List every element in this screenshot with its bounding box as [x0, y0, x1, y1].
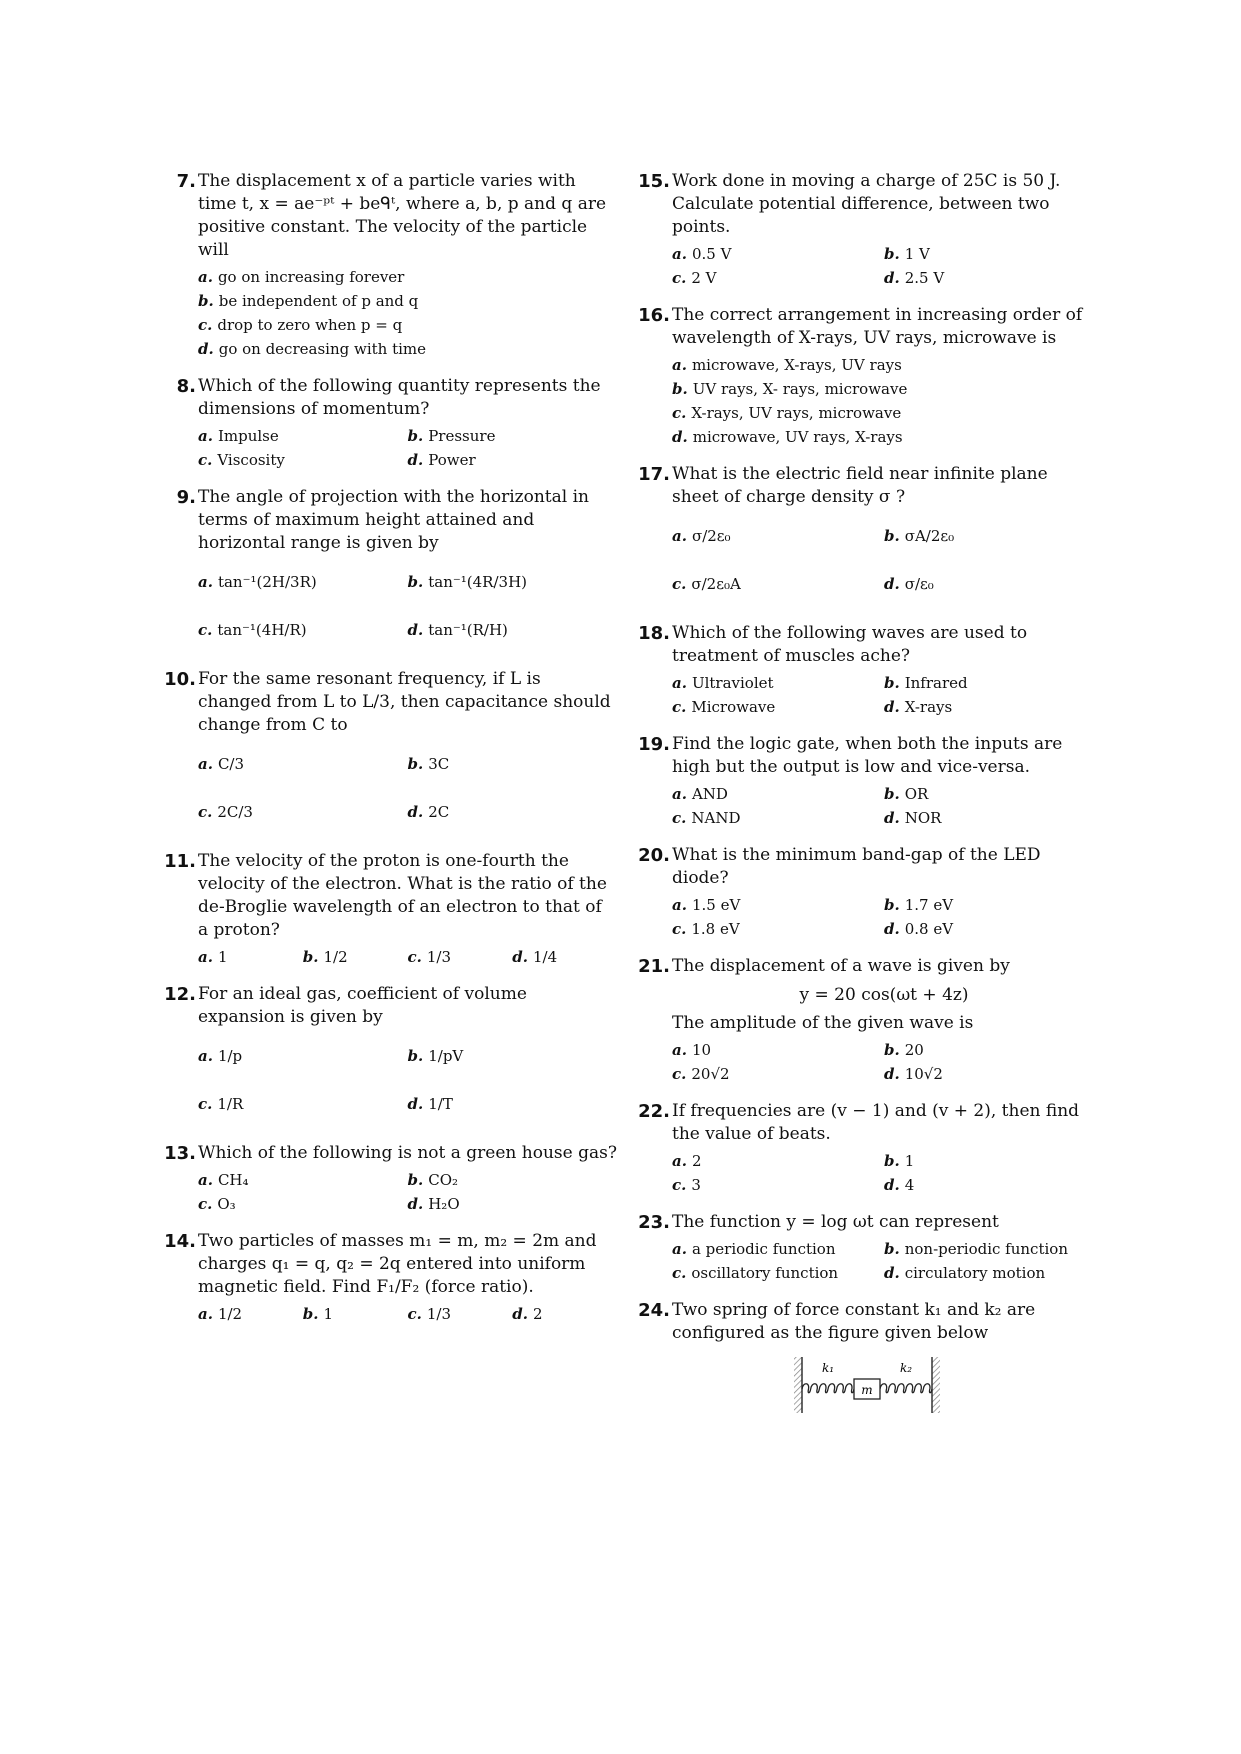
option-label: c. [198, 1095, 213, 1113]
right-wall [932, 1357, 940, 1413]
option-text: Viscosity [217, 451, 285, 469]
option-label: c. [672, 269, 687, 287]
answer-option[interactable] [512, 945, 617, 969]
question-text: Two particles of masses m₁ = m, m₂ = 2m and charges q₁ = q, q₂ = 2q entered into uniform magnetic field. Find F₁/F₂ (force ratio). [198, 1231, 597, 1297]
answer-option[interactable] [198, 1032, 408, 1080]
answer-option[interactable] [408, 606, 618, 654]
option-text: UV rays, X- rays, microwave [692, 380, 908, 398]
question-number: 9. [176, 487, 196, 508]
option-label: b. [884, 527, 900, 545]
question-text: What is the electric field near infinite plane sheet of charge density σ ? [672, 464, 1048, 507]
option-label: a. [672, 1152, 687, 1170]
question-text: Two spring of force constant k₁ and k₂ are configured as the figure given below [672, 1300, 1036, 1343]
options-list [672, 1038, 1096, 1086]
answer-option[interactable] [198, 337, 617, 361]
option-text: 1.8 eV [691, 920, 740, 938]
answer-option[interactable] [408, 1302, 513, 1326]
answer-option[interactable] [198, 313, 617, 337]
options-list [672, 353, 1096, 449]
answer-option[interactable] [198, 1080, 408, 1128]
option-label: d. [884, 269, 900, 287]
option-label: b. [884, 896, 900, 914]
answer-option[interactable] [408, 424, 618, 448]
answer-option[interactable] [884, 1149, 1096, 1173]
option-text: 20 [904, 1041, 924, 1059]
answer-option[interactable] [198, 1168, 408, 1192]
spring-k1 [802, 1384, 854, 1393]
answer-option[interactable] [884, 695, 1096, 719]
option-label: d. [512, 948, 528, 966]
option-text: be independent of p and q [218, 292, 419, 310]
answer-option[interactable] [408, 1168, 618, 1192]
question-item [162, 983, 617, 1128]
option-text: 2 V [691, 269, 717, 287]
answer-option[interactable] [884, 1261, 1096, 1285]
left-question-column [162, 170, 617, 1340]
option-label: d. [884, 920, 900, 938]
answer-option[interactable] [198, 424, 408, 448]
option-label: a. [672, 896, 687, 914]
question-item [636, 304, 1096, 449]
answer-option[interactable] [408, 1032, 618, 1080]
option-label: c. [672, 698, 687, 716]
option-label: b. [198, 292, 214, 310]
answer-option[interactable] [672, 377, 1096, 401]
option-label: b. [884, 674, 900, 692]
question-item [162, 850, 617, 969]
option-label: b. [672, 380, 688, 398]
question-item [636, 955, 1096, 1086]
question-item [636, 1100, 1096, 1197]
answer-option[interactable] [672, 806, 884, 830]
option-label: b. [884, 245, 900, 263]
options-list [672, 1237, 1096, 1285]
option-label: c. [672, 1065, 687, 1083]
option-label: c. [198, 803, 213, 821]
question-number: 22. [638, 1101, 670, 1122]
answer-option[interactable] [198, 1192, 408, 1216]
spring-k2-label: k₂ [899, 1361, 913, 1375]
option-text: circulatory motion [904, 1264, 1046, 1282]
answer-option[interactable] [884, 782, 1096, 806]
option-label: c. [672, 920, 687, 938]
option-text: σ/2ε₀ [691, 527, 731, 545]
option-text: O₃ [217, 1195, 236, 1213]
option-text: microwave, X-rays, UV rays [691, 356, 902, 374]
option-text: σA/2ε₀ [904, 527, 955, 545]
question-number: 17. [638, 464, 670, 485]
option-label: a. [198, 948, 213, 966]
answer-option[interactable] [408, 945, 513, 969]
option-text: 0.5 V [691, 245, 732, 263]
question-number: 16. [638, 305, 670, 326]
option-label: d. [672, 428, 688, 446]
question-text: The function y = log ωt can represent [672, 1212, 999, 1232]
question-text: For the same resonant frequency, if L is changed from L to L/3, then capacitance should change from C to [198, 669, 611, 735]
option-text: 1.5 eV [691, 896, 741, 914]
question-item [162, 170, 617, 361]
answer-option[interactable] [512, 1302, 617, 1326]
answer-option[interactable] [884, 266, 1096, 290]
question-item [636, 463, 1096, 608]
option-label: a. [672, 245, 687, 263]
option-text: X-rays [904, 698, 953, 716]
option-label: a. [198, 1171, 213, 1189]
option-label: a. [198, 427, 213, 445]
option-text: tan⁻¹(2H/3R) [217, 573, 317, 591]
question-number: 23. [638, 1212, 670, 1233]
option-text: 10√2 [904, 1065, 943, 1083]
option-label: c. [672, 1264, 687, 1282]
option-label: c. [407, 948, 422, 966]
option-text: 2C/3 [217, 803, 253, 821]
spring-k2 [880, 1384, 932, 1393]
option-text: NAND [691, 809, 741, 827]
question-number: 8. [176, 376, 196, 397]
option-text: tan⁻¹(R/H) [428, 621, 508, 639]
option-label: c. [672, 575, 687, 593]
option-label: c. [198, 621, 213, 639]
option-text: AND [691, 785, 728, 803]
option-label: a. [672, 785, 687, 803]
question-number: 18. [638, 623, 670, 644]
question-text: For an ideal gas, coefficient of volume expansion is given by [198, 984, 527, 1027]
option-label: b. [407, 427, 424, 445]
answer-option[interactable] [884, 671, 1096, 695]
answer-option[interactable] [198, 558, 408, 606]
option-text: tan⁻¹(4R/3H) [428, 573, 528, 591]
option-text: Microwave [691, 698, 776, 716]
answer-option[interactable] [408, 1192, 618, 1216]
question-text: Work done in moving a charge of 25C is 50 J. Calculate potential difference, between two points. [672, 171, 1061, 237]
answer-option[interactable] [672, 1261, 884, 1285]
question-item [636, 1211, 1096, 1285]
answer-option[interactable] [884, 917, 1096, 941]
option-text: CO₂ [428, 1171, 459, 1189]
answer-option[interactable] [884, 893, 1096, 917]
answer-option[interactable] [884, 1173, 1096, 1197]
option-text: drop to zero when p = q [217, 316, 403, 334]
option-text: 2C [428, 803, 450, 821]
option-text: 1/pV [428, 1047, 464, 1065]
options-list [672, 893, 1096, 941]
option-text: 3 [691, 1176, 701, 1194]
answer-option[interactable] [198, 606, 408, 654]
answer-option[interactable] [672, 671, 884, 695]
question-item [636, 622, 1096, 719]
options-list [672, 1149, 1096, 1197]
option-text: σ/2ε₀A [691, 575, 741, 593]
question-number: 14. [164, 1231, 196, 1252]
option-text: CH₄ [217, 1171, 249, 1189]
answer-option[interactable] [884, 1038, 1096, 1062]
question-text: Which of the following quantity represents the dimensions of momentum? [198, 376, 601, 419]
option-text: X-rays, UV rays, microwave [691, 404, 902, 422]
question-item [636, 733, 1096, 830]
left-wall [794, 1357, 802, 1413]
question-text: The angle of projection with the horizontal in terms of maximum height attained and horizontal range is given by [198, 487, 589, 553]
option-label: d. [884, 1264, 900, 1282]
answer-option[interactable] [884, 512, 1096, 560]
answer-option[interactable] [408, 558, 618, 606]
question-number: 13. [164, 1143, 196, 1164]
option-label: c. [672, 1176, 687, 1194]
option-label: d. [884, 1176, 900, 1194]
options-list [198, 265, 617, 361]
option-label: a. [198, 573, 213, 591]
option-text: σ/ε₀ [904, 575, 934, 593]
options-list [672, 242, 1096, 290]
option-text: 0.8 eV [904, 920, 954, 938]
question-number: 21. [638, 956, 670, 977]
answer-option[interactable] [198, 289, 617, 313]
option-label: b. [407, 1171, 424, 1189]
options-list [198, 1302, 617, 1326]
answer-option[interactable] [884, 806, 1096, 830]
question-text: The correct arrangement in increasing order of wavelength of X-rays, UV rays, microwave is [672, 305, 1083, 348]
question-text: The displacement x of a particle varies with time t, x = ae⁻ᵖᵗ + beᑫᵗ, where a, b, p and q are positive constant. The velocity of the particle will [198, 171, 607, 260]
options-list [198, 740, 617, 836]
option-label: c. [198, 316, 213, 334]
option-text: 2.5 V [904, 269, 945, 287]
question-item [162, 1230, 617, 1326]
option-text: 1.7 eV [904, 896, 954, 914]
option-label: a. [672, 1240, 687, 1258]
option-text: OR [904, 785, 929, 803]
answer-option[interactable] [672, 242, 884, 266]
answer-option[interactable] [672, 560, 884, 608]
option-label: d. [407, 1195, 424, 1213]
question-text: The displacement of a wave is given by [672, 956, 1010, 976]
option-text: 1/4 [532, 948, 558, 966]
options-list [198, 424, 617, 472]
option-label: b. [407, 1047, 424, 1065]
option-text: C/3 [217, 755, 245, 773]
question-text: Find the logic gate, when both the inputs are high but the output is low and vice-versa. [672, 734, 1063, 777]
answer-option[interactable] [198, 448, 408, 472]
answer-option[interactable] [198, 788, 408, 836]
option-label: c. [198, 451, 213, 469]
question-text: Which of the following waves are used to treatment of muscles ache? [672, 623, 1028, 666]
option-text: 1 [323, 1305, 334, 1323]
answer-option[interactable] [198, 1302, 303, 1326]
answer-option[interactable] [303, 1302, 408, 1326]
option-text: 4 [904, 1176, 915, 1194]
option-label: d. [407, 1095, 424, 1113]
answer-option[interactable] [672, 512, 884, 560]
answer-option[interactable] [672, 1237, 884, 1261]
option-label: b. [302, 948, 319, 966]
option-text: 3C [428, 755, 450, 773]
answer-option[interactable] [303, 945, 408, 969]
question-item [162, 1142, 617, 1216]
option-text: 20√2 [691, 1065, 730, 1083]
answer-option[interactable] [884, 242, 1096, 266]
option-label: d. [884, 575, 900, 593]
options-list [672, 671, 1096, 719]
answer-option[interactable] [672, 266, 884, 290]
question-number: 11. [164, 851, 196, 872]
question-item [636, 170, 1096, 290]
option-text: 1 V [904, 245, 930, 263]
option-text: 1/3 [426, 1305, 451, 1323]
answer-option[interactable] [672, 917, 884, 941]
option-label: d. [884, 809, 900, 827]
option-label: d. [407, 803, 424, 821]
question-text: The velocity of the proton is one-fourth the velocity of the electron. What is the ratio of the de-Broglie wavelength of an electron to that of a proton? [198, 851, 607, 940]
option-text: 1/3 [426, 948, 451, 966]
option-label: d. [407, 451, 424, 469]
answer-option[interactable] [884, 560, 1096, 608]
answer-option[interactable] [672, 782, 884, 806]
option-label: b. [407, 573, 424, 591]
answer-option[interactable] [672, 1149, 884, 1173]
options-list [672, 512, 1096, 608]
option-label: d. [407, 621, 424, 639]
option-label: b. [407, 755, 424, 773]
answer-option[interactable] [408, 448, 618, 472]
spring-mass-figure [792, 1355, 942, 1415]
option-text: 1 [217, 948, 228, 966]
question-number: 10. [164, 669, 196, 690]
option-label: a. [672, 527, 687, 545]
question-number: 15. [638, 171, 670, 192]
question-number: 19. [638, 734, 670, 755]
right-question-column [636, 170, 1096, 1433]
question-number: 7. [176, 171, 196, 192]
question-number: 24. [638, 1300, 670, 1321]
options-list [198, 1032, 617, 1128]
option-label: a. [198, 268, 213, 286]
option-text: go on decreasing with time [218, 340, 426, 358]
spring-k1-label: k₁ [821, 1361, 835, 1375]
option-label: d. [884, 698, 900, 716]
option-label: b. [302, 1305, 319, 1323]
answer-option[interactable] [672, 695, 884, 719]
option-label: d. [512, 1305, 528, 1323]
question-equation: y = 20 cos(ωt + 4z) [799, 985, 969, 1005]
option-label: c. [672, 404, 687, 422]
question-item [636, 1299, 1096, 1419]
option-label: c. [198, 1195, 213, 1213]
options-list [198, 1168, 617, 1216]
option-text: Power [428, 451, 476, 469]
option-label: a. [672, 1041, 687, 1059]
answer-option[interactable] [672, 425, 1096, 449]
option-text: 1/2 [217, 1305, 243, 1323]
options-list [198, 558, 617, 654]
option-label: a. [672, 674, 687, 692]
option-text: non-periodic function [904, 1240, 1068, 1258]
question-text: What is the minimum band-gap of the LED diode? [672, 845, 1041, 888]
answer-option[interactable] [672, 1173, 884, 1197]
option-text: tan⁻¹(4H/R) [217, 621, 307, 639]
option-label: c. [407, 1305, 422, 1323]
option-text: 1/2 [323, 948, 348, 966]
option-text: a periodic function [691, 1240, 836, 1258]
figure-container [672, 1355, 1096, 1419]
option-text: 1/p [217, 1047, 243, 1065]
question-number: 20. [638, 845, 670, 866]
option-label: b. [884, 1152, 900, 1170]
option-label: a. [198, 1047, 213, 1065]
option-text: 1/R [217, 1095, 244, 1113]
option-text: H₂O [428, 1195, 460, 1213]
question-item [636, 844, 1096, 941]
answer-option[interactable] [198, 945, 303, 969]
option-label: d. [884, 1065, 900, 1083]
option-text: Infrared [904, 674, 968, 692]
option-text: 10 [691, 1041, 712, 1059]
option-label: a. [198, 1305, 213, 1323]
question-item [162, 486, 617, 654]
option-text: Ultraviolet [691, 674, 774, 692]
option-text: microwave, UV rays, X-rays [692, 428, 903, 446]
option-text: NOR [904, 809, 942, 827]
option-label: c. [672, 809, 687, 827]
option-label: b. [884, 785, 900, 803]
question-number: 12. [164, 984, 196, 1005]
option-text: Impulse [217, 427, 279, 445]
answer-option[interactable] [408, 788, 618, 836]
answer-option[interactable] [408, 1080, 618, 1128]
options-list [198, 945, 617, 969]
options-list [672, 782, 1096, 830]
option-text: oscillatory function [691, 1264, 839, 1282]
question-item [162, 375, 617, 472]
option-text: go on increasing forever [217, 268, 405, 286]
option-text: 1/T [428, 1095, 453, 1113]
question-text: Which of the following is not a green house gas? [198, 1143, 617, 1163]
option-label: d. [198, 340, 214, 358]
answer-option[interactable] [672, 1038, 884, 1062]
answer-option[interactable] [672, 401, 1096, 425]
option-label: a. [672, 356, 687, 374]
answer-option[interactable] [884, 1062, 1096, 1086]
option-label: a. [198, 755, 213, 773]
option-text: 1 [904, 1152, 915, 1170]
question-text-continued: The amplitude of the given wave is [672, 1013, 974, 1033]
option-text: Pressure [428, 427, 496, 445]
answer-option[interactable] [198, 740, 408, 788]
answer-option[interactable] [672, 353, 1096, 377]
option-label: b. [884, 1240, 900, 1258]
answer-option[interactable] [884, 1237, 1096, 1261]
option-text: 2 [691, 1152, 702, 1170]
mass-label: m [861, 1383, 873, 1397]
answer-option[interactable] [198, 265, 617, 289]
answer-option[interactable] [672, 893, 884, 917]
option-label: b. [884, 1041, 900, 1059]
question-item [162, 668, 617, 836]
option-text: 2 [532, 1305, 543, 1323]
question-text: If frequencies are (v − 1) and (v + 2), then find the value of beats. [672, 1101, 1080, 1144]
answer-option[interactable] [408, 740, 618, 788]
answer-option[interactable] [672, 1062, 884, 1086]
